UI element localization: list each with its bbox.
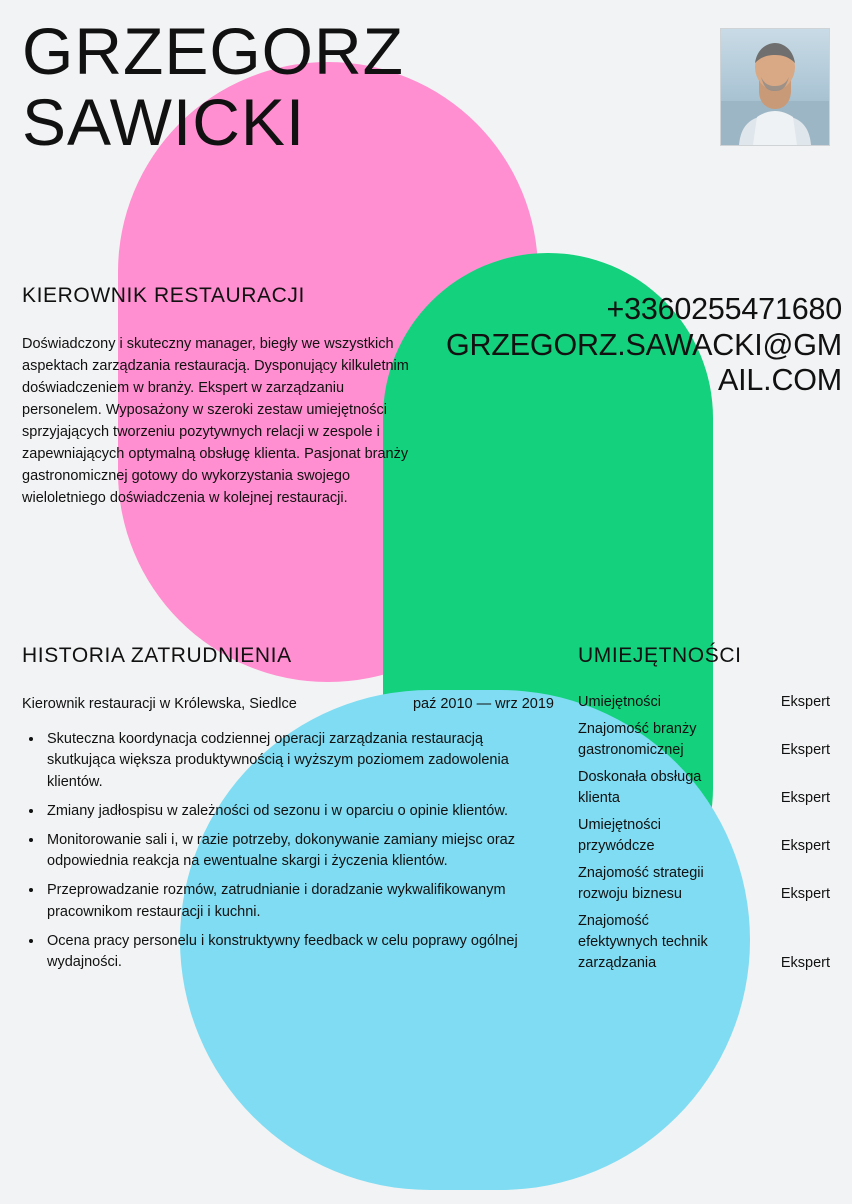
list-item: • Zmiany jadłospisu w zależności od sezonu i w oparciu o opinie klientów. xyxy=(44,801,554,823)
list-item: • Przeprowadzanie rozmów, zatrudnianie i doradzanie wykwalifikowanym pracownikom restauracji i kuchni. xyxy=(44,880,554,924)
skill-name: Umiejętności xyxy=(578,694,661,710)
list-item: • Ocena pracy personelu i konstruktywny feedback w celu poprawy ogólnej wydajności. xyxy=(44,931,554,975)
phone-number[interactable]: +3360255471680 xyxy=(606,292,842,326)
list-item xyxy=(578,767,830,809)
skill-level: Ekspert xyxy=(780,742,830,759)
employment-entry xyxy=(22,694,554,981)
avatar xyxy=(720,28,830,146)
employment-dates: paź 2010 — wrz 2019 xyxy=(412,696,554,712)
skill-level: Ekspert xyxy=(780,955,830,972)
skill-name: Znajomość efektywnych technik zarządzania xyxy=(578,913,708,972)
list-item xyxy=(578,719,830,761)
skill-level: Ekspert xyxy=(780,838,830,855)
skill-name: Znajomość strategii rozwoju biznesu xyxy=(578,865,704,903)
skill-name: Doskonała obsługa klienta xyxy=(578,769,702,807)
job-title: KIEROWNIK RESTAURACJI xyxy=(22,284,305,307)
first-name: GRZEGORZ xyxy=(22,14,404,88)
section-heading-skills: UMIEJĘTNOŚCI xyxy=(578,644,742,667)
section-heading-history: HISTORIA ZATRUDNIENIA xyxy=(22,644,292,667)
employment-header xyxy=(22,694,554,715)
list-item xyxy=(578,815,830,857)
list-item xyxy=(578,911,830,974)
profile-summary: Doświadczony i skuteczny manager, biegły we wszystkich aspektach zarządzania restauracją. Dysponujący kilkuletnim doświadczeniem w branży. Ekspert w zarządzaniu personelem. Wyposażony w szeroki zestaw umiejętności sprzyjających tworzeniu pozytywnych relacji w zespole i zapewniających optymalną obsługę klienta. Pasjonat branży gastronomicznej gotowy do wykorzystania swojego wieloletniego doświadczenia w kolejnej restauracji. xyxy=(22,336,409,507)
skill-level: Ekspert xyxy=(780,694,830,710)
skill-level: Ekspert xyxy=(780,790,830,807)
email-address[interactable]: GRZEGORZ.SAWACKI@GMAIL.COM xyxy=(446,327,842,398)
page-title xyxy=(22,16,682,159)
employment-bullets xyxy=(22,729,554,975)
skill-level: Ekspert xyxy=(780,886,830,903)
skills-list xyxy=(578,692,830,980)
skill-name: Umiejętności przywódcze xyxy=(578,817,661,855)
skill-name: Znajomość branży gastronomicznej xyxy=(578,721,697,759)
last-name: SAWICKI xyxy=(22,85,306,160)
list-item xyxy=(578,863,830,905)
portrait-photo-icon xyxy=(721,29,829,145)
contact-block xyxy=(430,292,842,399)
employment-position: Kierownik restauracji w Królewska, Siedlce xyxy=(22,696,297,712)
list-item xyxy=(578,692,830,713)
list-item: • Monitorowanie sali i, w razie potrzeby, dokonywanie zamiany miejsc oraz odpowiednia reakcja na ewentualne skargi i życzenia klientów. xyxy=(44,830,554,874)
list-item: • Skuteczna koordynacja codziennej operacji zarządzania restauracją skutkująca większa produktywnością i wyższym poziomem zadowolenia klientów. xyxy=(44,729,554,794)
